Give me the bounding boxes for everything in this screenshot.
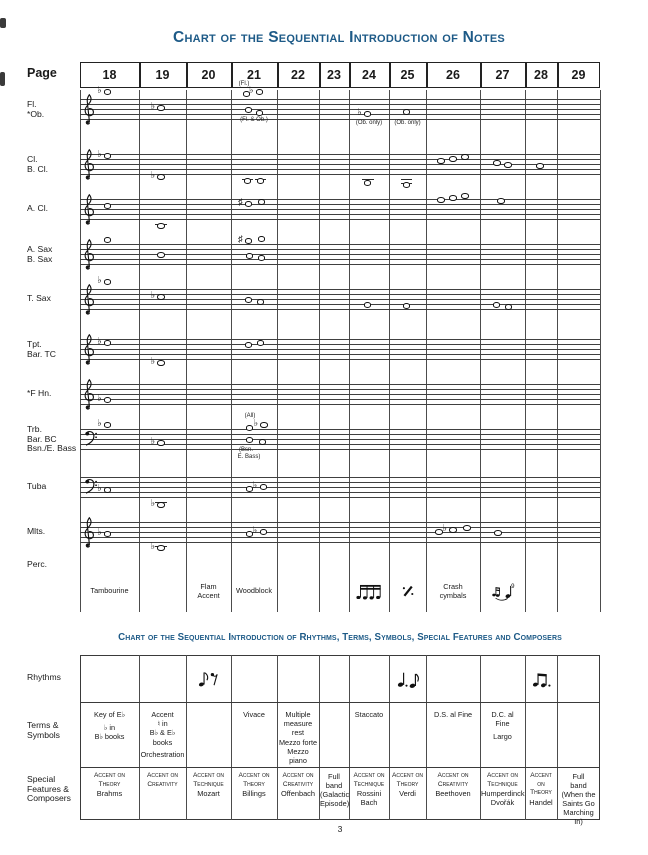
features-cell: Full band (Galactic Episode) bbox=[320, 772, 350, 808]
alto-clarinet-staff-line bbox=[80, 209, 600, 210]
whole-note bbox=[364, 302, 371, 307]
whole-note bbox=[258, 255, 265, 260]
page-number-cell: 24 bbox=[362, 68, 376, 82]
trombone-baritone-bc-bassoon-e-bass-staff-line bbox=[80, 449, 600, 450]
whole-note bbox=[104, 397, 111, 402]
tenor-sax-staff-line bbox=[80, 304, 600, 305]
alto-sax-bari-sax-staff-line bbox=[80, 264, 600, 265]
flat-sign: ♭ bbox=[97, 148, 102, 160]
tenor-sax-staff-line bbox=[80, 309, 600, 310]
instrument-label: A. Sax bbox=[27, 244, 53, 254]
chart2-row-label: Terms & bbox=[27, 720, 59, 730]
instrument-label: T. Sax bbox=[27, 293, 51, 303]
features-cell: Accent on Technique Rossini Bach bbox=[353, 772, 385, 808]
whole-note bbox=[449, 527, 456, 532]
terms-cell: D.S. al Fine bbox=[433, 710, 473, 719]
whole-note bbox=[259, 439, 266, 444]
flat-sign: ♭ bbox=[97, 274, 102, 286]
clarinet-bass-clarinet-staff-line bbox=[80, 164, 600, 165]
page-number-cell: 27 bbox=[495, 68, 510, 82]
trumpet-baritone-tc-staff-line bbox=[80, 354, 600, 355]
instrument-label: Bar. BC bbox=[27, 433, 57, 444]
whole-note bbox=[463, 525, 470, 530]
instrument-label: Bsn./E. Bass bbox=[27, 443, 77, 454]
rhythms-chart-title: Chart of the Sequential Introduction of Rhythms, Terms, Symbols, Special Features and Composers bbox=[118, 632, 562, 643]
f-horn-staff-line bbox=[80, 399, 600, 400]
features-cell: Accent on Theory Billings bbox=[238, 772, 270, 799]
whole-note bbox=[104, 340, 111, 345]
flat-sign: ♭ bbox=[252, 479, 258, 491]
whole-note bbox=[256, 89, 263, 94]
staff-annotation: (Fl. & Ob.) bbox=[240, 116, 268, 123]
alto-clarinet-staff-line bbox=[80, 199, 600, 200]
flat-sign: ♭ bbox=[97, 335, 102, 347]
flat-sign: ♭ bbox=[97, 84, 102, 96]
trumpet-baritone-tc-treble-clef-icon bbox=[82, 333, 95, 366]
alto-sax-bari-sax-staff-line bbox=[80, 259, 600, 260]
flat-sign: ♭ bbox=[97, 526, 102, 538]
mallets-staff-line bbox=[80, 532, 600, 533]
features-cell: Accent on Technique Mozart bbox=[193, 772, 224, 799]
percussion-cell-text: Flam Accent bbox=[197, 582, 220, 600]
whole-note bbox=[504, 162, 511, 167]
clarinet-bass-clarinet-treble-clef-icon bbox=[82, 148, 95, 181]
whole-note bbox=[364, 111, 371, 116]
whole-note bbox=[104, 279, 111, 284]
features-cell: Accent on Technique Humperdinck Dvořák bbox=[481, 772, 525, 808]
alto-sax-bari-sax-staff-line bbox=[80, 244, 600, 245]
chart2-row-label: Rhythms bbox=[27, 672, 61, 682]
whole-note bbox=[104, 237, 111, 242]
whole-note bbox=[256, 110, 263, 115]
flat-sign: ♭ bbox=[442, 522, 447, 534]
drag-with-nine-icon bbox=[480, 580, 525, 602]
alto-clarinet-treble-clef-icon bbox=[82, 193, 95, 226]
terms-cell: Accent ♮ in B♭ & E♭ books Orchestration bbox=[140, 710, 185, 760]
staff-annotation: (Ob. only) bbox=[394, 119, 421, 126]
page-number-cell: 22 bbox=[291, 68, 305, 82]
trombone-baritone-bc-bassoon-e-bass-bass-clef-icon bbox=[84, 430, 97, 447]
whole-note bbox=[245, 107, 252, 112]
mallets-staff-line bbox=[80, 537, 600, 538]
features-cell: Accent on Theory Brahms bbox=[94, 772, 125, 799]
tuba-staff-line bbox=[80, 487, 600, 488]
whole-note bbox=[505, 304, 512, 309]
whole-note bbox=[536, 163, 543, 168]
tuba-staff-line bbox=[80, 497, 600, 498]
instrument-label: *F Hn. bbox=[27, 388, 52, 398]
flat-sign: ♭ bbox=[357, 106, 362, 118]
trumpet-baritone-tc-staff-line bbox=[80, 339, 600, 340]
whole-note bbox=[245, 342, 252, 347]
instrument-label: B. Cl. bbox=[27, 163, 49, 174]
whole-note bbox=[257, 340, 264, 345]
whole-note bbox=[493, 302, 500, 307]
whole-note bbox=[157, 252, 164, 257]
page-number-cell: 29 bbox=[571, 68, 586, 82]
tuba-staff-line bbox=[80, 477, 600, 478]
flat-sign: ♭ bbox=[150, 435, 156, 447]
whole-note bbox=[257, 299, 264, 304]
instrument-label: Tpt. bbox=[27, 339, 42, 349]
instrument-label: Bar. TC bbox=[27, 348, 56, 359]
alto-clarinet-staff-line bbox=[80, 214, 600, 215]
whole-note bbox=[246, 425, 253, 430]
notes-chart-title: Chart of the Sequential Introduction of Notes bbox=[173, 29, 505, 46]
features-cell: Accent on Creativity bbox=[147, 772, 178, 788]
staff-annotation: (Fl.) bbox=[238, 80, 250, 87]
flat-sign: ♭ bbox=[97, 482, 102, 494]
mallets-treble-clef-icon bbox=[82, 516, 95, 549]
whole-note bbox=[449, 156, 456, 161]
flute-oboe-treble-clef-icon bbox=[82, 93, 95, 126]
dotted-quarter-eighth-icon bbox=[397, 668, 419, 689]
rhythms-chart-row-line bbox=[80, 767, 600, 768]
staff-annotation: (All) bbox=[244, 412, 256, 419]
whole-note bbox=[260, 422, 267, 427]
alto-sax-bari-sax-treble-clef-icon bbox=[82, 238, 95, 271]
flat-sign: ♭ bbox=[150, 497, 156, 509]
whole-note bbox=[245, 297, 252, 302]
chart2-row-label: Symbols bbox=[27, 729, 60, 740]
whole-note bbox=[157, 174, 164, 179]
drag-with-nine-icon bbox=[491, 581, 515, 601]
mallets-staff-line bbox=[80, 522, 600, 523]
sharp-sign: ♯ bbox=[237, 233, 243, 245]
whole-note bbox=[258, 236, 265, 241]
flat-sign: ♭ bbox=[150, 169, 156, 181]
tuba-bass-clef-icon bbox=[84, 478, 97, 495]
whole-note bbox=[246, 437, 253, 442]
f-horn-treble-clef-icon bbox=[82, 378, 95, 411]
flat-sign: ♭ bbox=[253, 417, 259, 429]
flute-oboe-treble-clef-icon bbox=[82, 93, 95, 126]
alto-clarinet-treble-clef-icon bbox=[82, 193, 95, 226]
trombone-baritone-bc-bassoon-e-bass-staff-line bbox=[80, 434, 600, 435]
whole-note bbox=[104, 203, 111, 208]
sixteenth-notes-icon bbox=[355, 582, 383, 600]
features-cell: Accent on Theory Handel bbox=[529, 772, 553, 807]
f-horn-treble-clef-icon bbox=[82, 378, 95, 411]
trombone-baritone-bc-bassoon-e-bass-bass-clef-icon bbox=[84, 430, 97, 447]
flat-sign: ♭ bbox=[150, 100, 156, 112]
tuba-bass-clef-icon bbox=[84, 478, 97, 495]
chart2-row-label: Composers bbox=[27, 793, 71, 804]
flute-oboe-staff-line bbox=[80, 114, 600, 115]
flat-sign: ♭ bbox=[150, 289, 156, 301]
whole-note bbox=[449, 195, 456, 200]
page-number-cell: 20 bbox=[201, 68, 216, 82]
chart2-row-label: Features & bbox=[27, 783, 70, 794]
page-number-cell: 21 bbox=[247, 68, 261, 82]
whole-note bbox=[157, 294, 164, 299]
beamed-eighths-dotted-icon bbox=[525, 655, 557, 702]
percussion-cell-text: Woodblock bbox=[236, 586, 272, 595]
whole-note bbox=[104, 487, 111, 492]
alto-clarinet-staff-line bbox=[80, 204, 600, 205]
whole-note bbox=[257, 178, 264, 183]
tuba-staff-line bbox=[80, 492, 600, 493]
whole-note bbox=[461, 154, 468, 159]
instrument-label: B. Sax bbox=[27, 253, 53, 264]
whole-note bbox=[244, 178, 251, 183]
whole-note bbox=[258, 199, 265, 204]
footer-page-number: 3 bbox=[337, 824, 343, 834]
whole-note bbox=[104, 531, 111, 536]
alto-clarinet-staff-line bbox=[80, 219, 600, 220]
page-number-cell: 23 bbox=[327, 68, 341, 82]
chart2-row-label: Special bbox=[27, 774, 56, 784]
instrument-label: Fl. bbox=[27, 99, 37, 109]
clarinet-bass-clarinet-staff-line bbox=[80, 159, 600, 160]
sharp-sign: ♯ bbox=[237, 196, 243, 208]
instrument-label: *Ob. bbox=[27, 108, 45, 119]
features-cell: Accent on Creativity Offenbach bbox=[281, 772, 315, 799]
whole-note bbox=[104, 89, 111, 94]
tenor-sax-treble-clef-icon bbox=[82, 283, 95, 316]
whole-note bbox=[245, 238, 252, 243]
flute-oboe-staff-line bbox=[80, 99, 600, 100]
whole-note bbox=[157, 223, 164, 228]
flat-sign: ♭ bbox=[252, 524, 258, 536]
staff-annotation: E. Bass) bbox=[237, 453, 261, 460]
flat-sign: ♭ bbox=[97, 392, 102, 404]
clarinet-bass-clarinet-staff-line bbox=[80, 169, 600, 170]
trumpet-baritone-tc-staff-line bbox=[80, 349, 600, 350]
page-number-cell: 18 bbox=[102, 68, 117, 82]
whole-note bbox=[245, 201, 252, 206]
whole-note bbox=[157, 360, 164, 365]
tuba-staff-line bbox=[80, 482, 600, 483]
f-horn-staff-line bbox=[80, 394, 600, 395]
beamed-eighths-dotted-icon bbox=[532, 670, 551, 688]
eighth-note-and-rest-icon bbox=[186, 655, 231, 702]
scan-artifact bbox=[0, 72, 5, 86]
tenor-sax-treble-clef-icon bbox=[82, 283, 95, 316]
instrument-label: Mlts. bbox=[27, 526, 46, 536]
whole-note bbox=[157, 440, 164, 445]
page-row-label: Page bbox=[27, 66, 57, 80]
features-cell: Full band (When the Saints Go Marching In) bbox=[561, 772, 596, 826]
staff-annotation: (Bsn. bbox=[238, 446, 253, 453]
whole-note bbox=[104, 422, 111, 427]
clarinet-bass-clarinet-treble-clef-icon bbox=[82, 148, 95, 181]
mallets-staff-line bbox=[80, 542, 600, 543]
whole-note bbox=[494, 530, 501, 535]
whole-note bbox=[437, 158, 444, 163]
whole-note bbox=[493, 160, 500, 165]
whole-note bbox=[157, 105, 164, 110]
alto-sax-bari-sax-staff-line bbox=[80, 249, 600, 250]
sixteenth-notes-icon bbox=[349, 580, 389, 602]
whole-note bbox=[497, 198, 504, 203]
f-horn-staff-line bbox=[80, 389, 600, 390]
whole-note bbox=[437, 197, 444, 202]
simile-mark-icon bbox=[389, 580, 426, 602]
mallets-treble-clef-icon bbox=[82, 516, 95, 549]
tenor-sax-staff-line bbox=[80, 289, 600, 290]
terms-cell: Key of E♭ ♭ in B♭ books bbox=[93, 710, 126, 741]
features-cell: Accent on Theory Verdi bbox=[392, 772, 423, 799]
whole-note bbox=[403, 182, 410, 187]
whole-note bbox=[157, 502, 164, 507]
flat-sign: ♭ bbox=[150, 540, 156, 552]
flat-sign: ♭ bbox=[97, 417, 102, 429]
page-number-cell: 26 bbox=[446, 68, 460, 82]
whole-note bbox=[403, 303, 410, 308]
flat-sign: ♭ bbox=[249, 84, 254, 96]
trombone-baritone-bc-bassoon-e-bass-staff-line bbox=[80, 429, 600, 430]
f-horn-staff-line bbox=[80, 384, 600, 385]
trumpet-baritone-tc-staff-line bbox=[80, 344, 600, 345]
instrument-label: Trb. bbox=[27, 424, 42, 434]
flat-sign: ♭ bbox=[150, 355, 156, 367]
simile-mark-icon bbox=[401, 584, 415, 598]
page-number-cell: 19 bbox=[155, 68, 170, 82]
features-cell: Accent on Creativity Beethoven bbox=[435, 772, 471, 799]
terms-cell: D.C. al Fine Largo bbox=[491, 710, 514, 741]
whole-note bbox=[246, 253, 253, 258]
instrument-label: Cl. bbox=[27, 154, 38, 164]
flute-oboe-staff-line bbox=[80, 119, 600, 120]
instrument-label: Perc. bbox=[27, 559, 48, 569]
staff-annotation: (Ob. only) bbox=[355, 119, 383, 126]
whole-note bbox=[364, 180, 371, 185]
whole-note bbox=[260, 484, 267, 489]
notes-grid-line bbox=[600, 90, 601, 612]
page-number-cell: 28 bbox=[534, 68, 548, 82]
mallets-staff-line bbox=[80, 527, 600, 528]
terms-cell: Staccato bbox=[354, 710, 384, 719]
trumpet-baritone-tc-treble-clef-icon bbox=[82, 333, 95, 366]
percussion-cell-text: Crash cymbals bbox=[439, 582, 467, 600]
eighth-note-and-rest-icon bbox=[198, 669, 220, 688]
terms-cell: Vivace bbox=[243, 710, 265, 719]
ledger-line bbox=[401, 179, 413, 180]
page-number-cell: 25 bbox=[400, 68, 415, 82]
alto-sax-bari-sax-treble-clef-icon bbox=[82, 238, 95, 271]
whole-note bbox=[403, 109, 410, 114]
whole-note bbox=[157, 545, 164, 550]
f-horn-staff-line bbox=[80, 404, 600, 405]
whole-note bbox=[104, 153, 111, 158]
instrument-label: A. Cl. bbox=[27, 203, 49, 213]
dotted-quarter-eighth-icon bbox=[389, 655, 426, 702]
instrument-label: Tuba bbox=[27, 481, 47, 491]
whole-note bbox=[461, 193, 468, 198]
whole-note bbox=[260, 529, 267, 534]
rhythms-chart-row-line bbox=[80, 702, 600, 703]
scan-artifact bbox=[0, 18, 6, 28]
percussion-cell-text: Tambourine bbox=[90, 586, 129, 595]
clarinet-bass-clarinet-staff-line bbox=[80, 154, 600, 155]
terms-cell: Multiple measure rest Mezzo forte Mezzo piano bbox=[278, 710, 318, 766]
